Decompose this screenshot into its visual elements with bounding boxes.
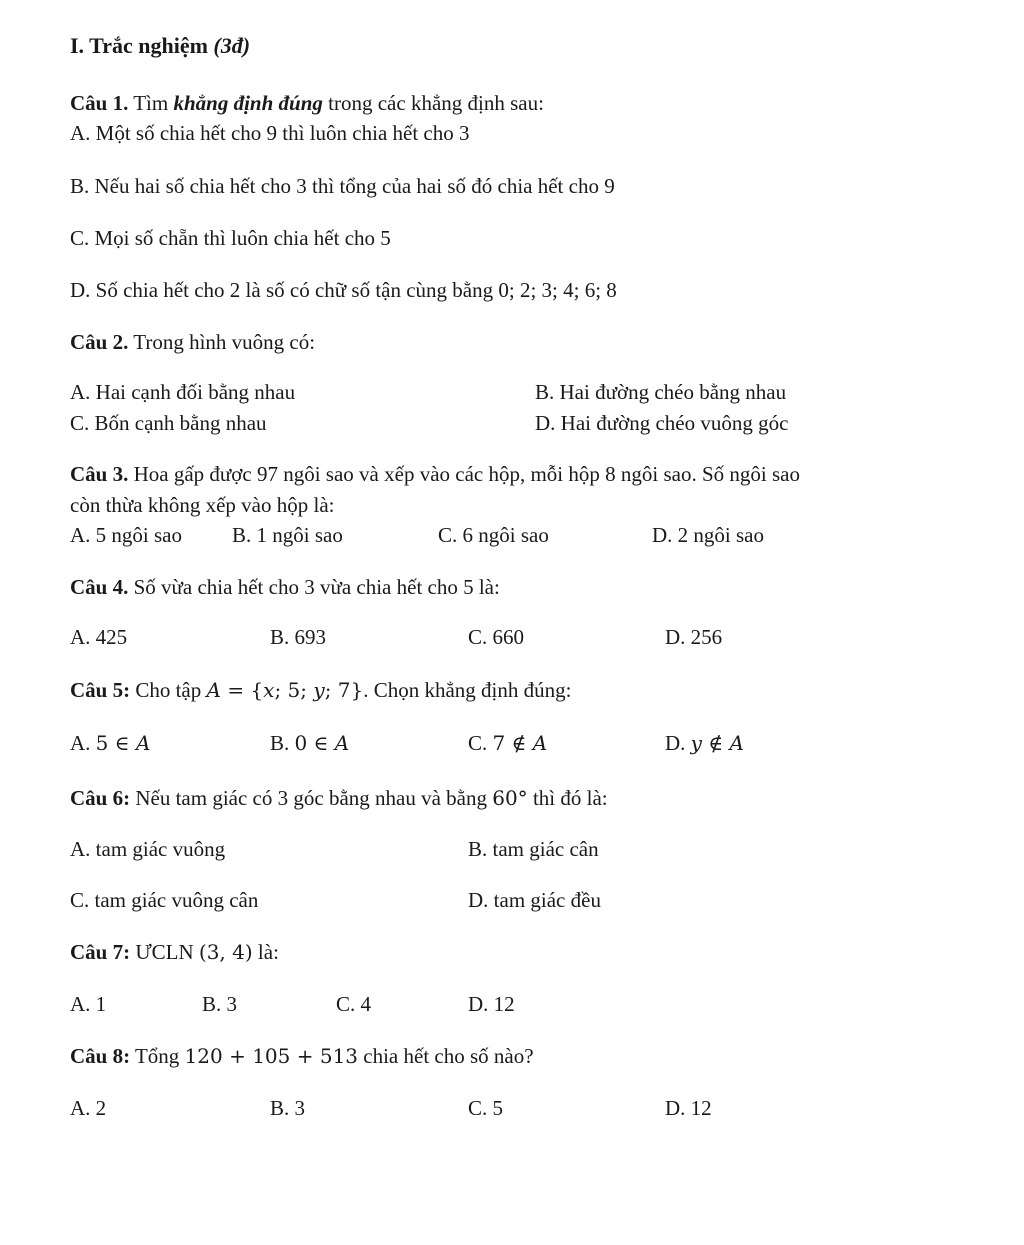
q5-set-eq: = { bbox=[220, 678, 264, 702]
q5-option-c-left: 7 bbox=[492, 731, 506, 755]
q6-option-d[interactable]: D. tam giác đều bbox=[468, 888, 601, 912]
q5-option-a[interactable] bbox=[70, 731, 150, 756]
q1-option-b[interactable]: B. Nếu hai số chia hết cho 3 thì tổng của hai số đó chia hết cho 9 bbox=[70, 174, 615, 198]
section-points: (3đ) bbox=[213, 33, 251, 58]
q4-prompt bbox=[70, 575, 500, 600]
q8-option-a[interactable]: A. 2 bbox=[70, 1096, 107, 1120]
q8-option-b[interactable]: B. 3 bbox=[270, 1096, 306, 1120]
q7-option-c[interactable]: C. 4 bbox=[336, 992, 372, 1016]
q5-set-sep1: ; 5; bbox=[274, 678, 314, 702]
q6-prompt-before: Nếu tam giác có 3 góc bằng nhau và bằng bbox=[135, 786, 487, 810]
q3-option-c[interactable]: C. 6 ngôi sao bbox=[438, 523, 549, 547]
q8-prompt-before: Tổng bbox=[134, 1044, 180, 1068]
q5-option-c-expr bbox=[493, 731, 548, 755]
q3-prompt-line2: còn thừa không xếp vào hộp là: bbox=[70, 493, 335, 517]
q2-prompt-text: Trong hình vuông có: bbox=[133, 330, 316, 354]
q3-option-b[interactable]: B. 1 ngôi sao bbox=[232, 523, 343, 547]
q5-option-c[interactable] bbox=[468, 731, 547, 756]
q5-label: Câu 5: bbox=[70, 678, 131, 702]
q5-option-a-left: 5 bbox=[95, 731, 109, 755]
q1-option-c[interactable]: C. Mọi số chẵn thì luôn chia hết cho 5 bbox=[70, 226, 391, 250]
section-heading bbox=[70, 33, 250, 59]
q5-option-a-letter: A. bbox=[70, 731, 91, 755]
q5-option-c-right: A bbox=[532, 731, 548, 755]
q3-prompt-line1 bbox=[70, 462, 800, 487]
q5-option-d-left: y bbox=[690, 731, 702, 755]
q7-option-b[interactable]: B. 3 bbox=[202, 992, 238, 1016]
q5-option-b-right: A bbox=[334, 731, 350, 755]
q5-prompt-before: Cho tập bbox=[135, 678, 202, 702]
q5-option-d-expr bbox=[691, 731, 744, 755]
q7-args: (3, 4) bbox=[198, 940, 253, 964]
q2-label: Câu 2. bbox=[70, 330, 129, 354]
q5-option-d-rel: ∉ bbox=[708, 731, 724, 755]
q6-option-b[interactable]: B. tam giác cân bbox=[468, 837, 599, 861]
q5-set-x: x bbox=[263, 678, 275, 702]
q5-set-rest: ; 7} bbox=[324, 678, 364, 702]
q5-prompt-after: . Chọn khẳng định đúng: bbox=[363, 678, 572, 702]
q5-option-b[interactable] bbox=[270, 731, 349, 756]
q1-option-a[interactable]: A. Một số chia hết cho 9 thì luôn chia hết cho 3 bbox=[70, 121, 470, 145]
q5-option-d-right: A bbox=[729, 731, 744, 755]
q8-option-c[interactable]: C. 5 bbox=[468, 1096, 504, 1120]
q8-prompt bbox=[70, 1044, 534, 1069]
q1-prompt-after: trong các khẳng định sau: bbox=[328, 91, 544, 115]
q5-option-c-rel: ∉ bbox=[511, 731, 527, 755]
q5-set-name: A bbox=[206, 678, 221, 702]
q5-option-b-letter: B. bbox=[270, 731, 290, 755]
q5-option-c-letter: C. bbox=[468, 731, 488, 755]
q4-option-b[interactable]: B. 693 bbox=[270, 625, 327, 649]
q8-expression: 120 + 105 + 513 bbox=[184, 1044, 359, 1068]
q2-option-a[interactable]: A. Hai cạnh đối bằng nhau bbox=[70, 380, 296, 404]
q4-option-d[interactable]: D. 256 bbox=[665, 625, 723, 649]
q4-option-c[interactable]: C. 660 bbox=[468, 625, 525, 649]
q2-option-d[interactable]: D. Hai đường chéo vuông góc bbox=[535, 411, 789, 435]
q1-prompt bbox=[70, 91, 544, 116]
q3-option-a[interactable]: A. 5 ngôi sao bbox=[70, 523, 182, 547]
q7-option-a[interactable]: A. 1 bbox=[70, 992, 107, 1016]
q5-option-b-rel: ∈ bbox=[313, 731, 329, 755]
q4-label: Câu 4. bbox=[70, 575, 129, 599]
q8-prompt-after: chia hết cho số nào? bbox=[363, 1044, 534, 1068]
q5-option-a-expr bbox=[96, 731, 151, 755]
q7-label: Câu 7: bbox=[70, 940, 131, 964]
q6-option-a[interactable]: A. tam giác vuông bbox=[70, 837, 226, 861]
q6-prompt-after: thì đó là: bbox=[532, 786, 608, 810]
q1-label: Câu 1. bbox=[70, 91, 129, 115]
q6-label: Câu 6: bbox=[70, 786, 131, 810]
q4-prompt-text: Số vừa chia hết cho 3 vừa chia hết cho 5 là: bbox=[133, 575, 500, 599]
q7-prompt-before: ƯCLN bbox=[135, 940, 194, 964]
q5-set-expression bbox=[207, 678, 364, 702]
q2-option-c[interactable]: C. Bốn cạnh bằng nhau bbox=[70, 411, 267, 435]
q5-option-b-expr bbox=[295, 731, 350, 755]
q2-prompt bbox=[70, 330, 315, 355]
q5-option-d-letter: D. bbox=[665, 731, 686, 755]
q3-prompt-text: Hoa gấp được 97 ngôi sao và xếp vào các hộp, mỗi hộp 8 ngôi sao. Số ngôi sao bbox=[133, 462, 800, 486]
q5-prompt bbox=[70, 678, 571, 703]
q5-option-a-right: A bbox=[135, 731, 151, 755]
q6-prompt bbox=[70, 786, 608, 811]
q8-label: Câu 8: bbox=[70, 1044, 131, 1068]
q1-option-d[interactable]: D. Số chia hết cho 2 là số có chữ số tận cùng bằng 0; 2; 3; 4; 6; 8 bbox=[70, 278, 617, 302]
q6-option-c[interactable]: C. tam giác vuông cân bbox=[70, 888, 259, 912]
q2-option-b[interactable]: B. Hai đường chéo bằng nhau bbox=[535, 380, 787, 404]
q7-option-d[interactable]: D. 12 bbox=[468, 992, 515, 1016]
q3-option-d[interactable]: D. 2 ngôi sao bbox=[652, 523, 764, 547]
section-title: Trắc nghiệm bbox=[89, 33, 208, 58]
q1-prompt-before: Tìm bbox=[133, 91, 169, 115]
q1-prompt-emph: khẳng định đúng bbox=[173, 91, 323, 115]
q5-option-b-left: 0 bbox=[294, 731, 308, 755]
q6-angle: 60° bbox=[492, 786, 528, 810]
q4-option-a[interactable]: A. 425 bbox=[70, 625, 128, 649]
q5-option-a-rel: ∈ bbox=[114, 731, 130, 755]
q7-prompt-after: là: bbox=[257, 940, 279, 964]
q5-option-d[interactable] bbox=[665, 731, 744, 756]
q8-option-d[interactable]: D. 12 bbox=[665, 1096, 712, 1120]
q5-set-y: y bbox=[313, 678, 325, 702]
section-number: I. bbox=[70, 33, 85, 58]
q3-label: Câu 3. bbox=[70, 462, 129, 486]
q7-prompt bbox=[70, 940, 279, 965]
